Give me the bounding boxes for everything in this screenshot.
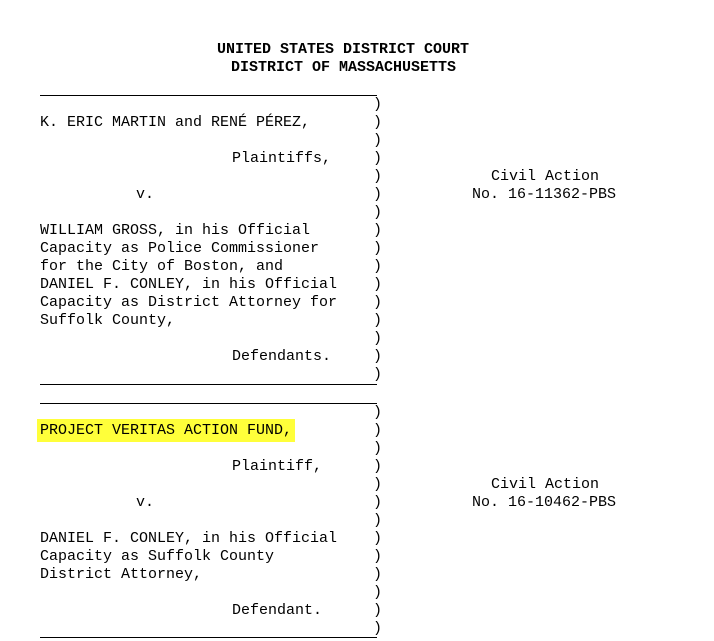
case1-defendant-line: Suffolk County, — [40, 312, 176, 329]
caption-bracket: ) — [373, 566, 383, 583]
caption-bracket: ) — [373, 96, 383, 113]
caption-bracket: ) — [373, 168, 383, 185]
case2-defendant-line: Capacity as Suffolk County — [40, 548, 275, 565]
caption-bracket: ) — [373, 530, 383, 547]
caption-bracket: ) — [373, 312, 383, 329]
caption-bracket: ) — [373, 150, 383, 167]
case2-action-label: Civil Action — [491, 476, 600, 493]
caption-rule-bottom-2 — [40, 637, 377, 638]
court-district: DISTRICT OF MASSACHUSETTS — [231, 59, 457, 76]
caption-bracket: ) — [373, 330, 383, 347]
case2-defendant-line: DANIEL F. CONLEY, in his Official — [40, 530, 338, 547]
case1-action-number: No. 16-11362-PBS — [472, 186, 617, 203]
caption-bracket: ) — [373, 132, 383, 149]
caption-bracket: ) — [373, 114, 383, 131]
caption-bracket: ) — [373, 240, 383, 257]
caption-bracket: ) — [373, 476, 383, 493]
case2-versus: v. — [136, 494, 155, 511]
caption-bracket: ) — [373, 620, 383, 637]
caption-bracket: ) — [373, 348, 383, 365]
caption-bracket: ) — [373, 204, 383, 221]
case2-defendant-line: District Attorney, — [40, 566, 203, 583]
caption-bracket: ) — [373, 404, 383, 421]
caption-bracket: ) — [373, 366, 383, 383]
caption-bracket: ) — [373, 294, 383, 311]
case2-plaintiff — [40, 422, 292, 440]
case1-defendant-line: for the City of Boston, and — [40, 258, 284, 275]
caption-bracket: ) — [373, 440, 383, 457]
caption-bracket: ) — [373, 222, 383, 239]
case2-action-number: No. 16-10462-PBS — [472, 494, 617, 511]
case1-defendant-line: WILLIAM GROSS, in his Official — [40, 222, 311, 239]
case1-versus: v. — [136, 186, 155, 203]
caption-bracket: ) — [373, 602, 383, 619]
caption-rule-bottom-1 — [40, 384, 377, 385]
caption-bracket: ) — [373, 276, 383, 293]
caption-bracket: ) — [373, 548, 383, 565]
caption-rule-top-1 — [40, 95, 377, 96]
caption-rule-top-2 — [40, 403, 377, 404]
caption-bracket: ) — [373, 258, 383, 275]
case1-action-label: Civil Action — [491, 168, 600, 185]
case2-plaintiff-highlight: PROJECT VERITAS ACTION FUND, — [40, 422, 293, 439]
case2-defendant-role: Defendant. — [232, 602, 323, 619]
caption-bracket: ) — [373, 458, 383, 475]
caption-bracket: ) — [373, 494, 383, 511]
caption-bracket: ) — [373, 422, 383, 439]
case1-defendant-line: Capacity as Police Commissioner — [40, 240, 320, 257]
court-name: UNITED STATES DISTRICT COURT — [217, 41, 470, 58]
caption-bracket: ) — [373, 186, 383, 203]
case1-plaintiff-role: Plaintiffs, — [232, 150, 332, 167]
case1-plaintiffs: K. ERIC MARTIN and RENÉ PÉREZ, — [40, 114, 311, 131]
case1-defendant-line: DANIEL F. CONLEY, in his Official — [40, 276, 338, 293]
caption-bracket: ) — [373, 584, 383, 601]
case1-defendant-role: Defendants. — [232, 348, 332, 365]
caption-bracket: ) — [373, 512, 383, 529]
case2-plaintiff-role: Plaintiff, — [232, 458, 323, 475]
case1-defendant-line: Capacity as District Attorney for — [40, 294, 338, 311]
